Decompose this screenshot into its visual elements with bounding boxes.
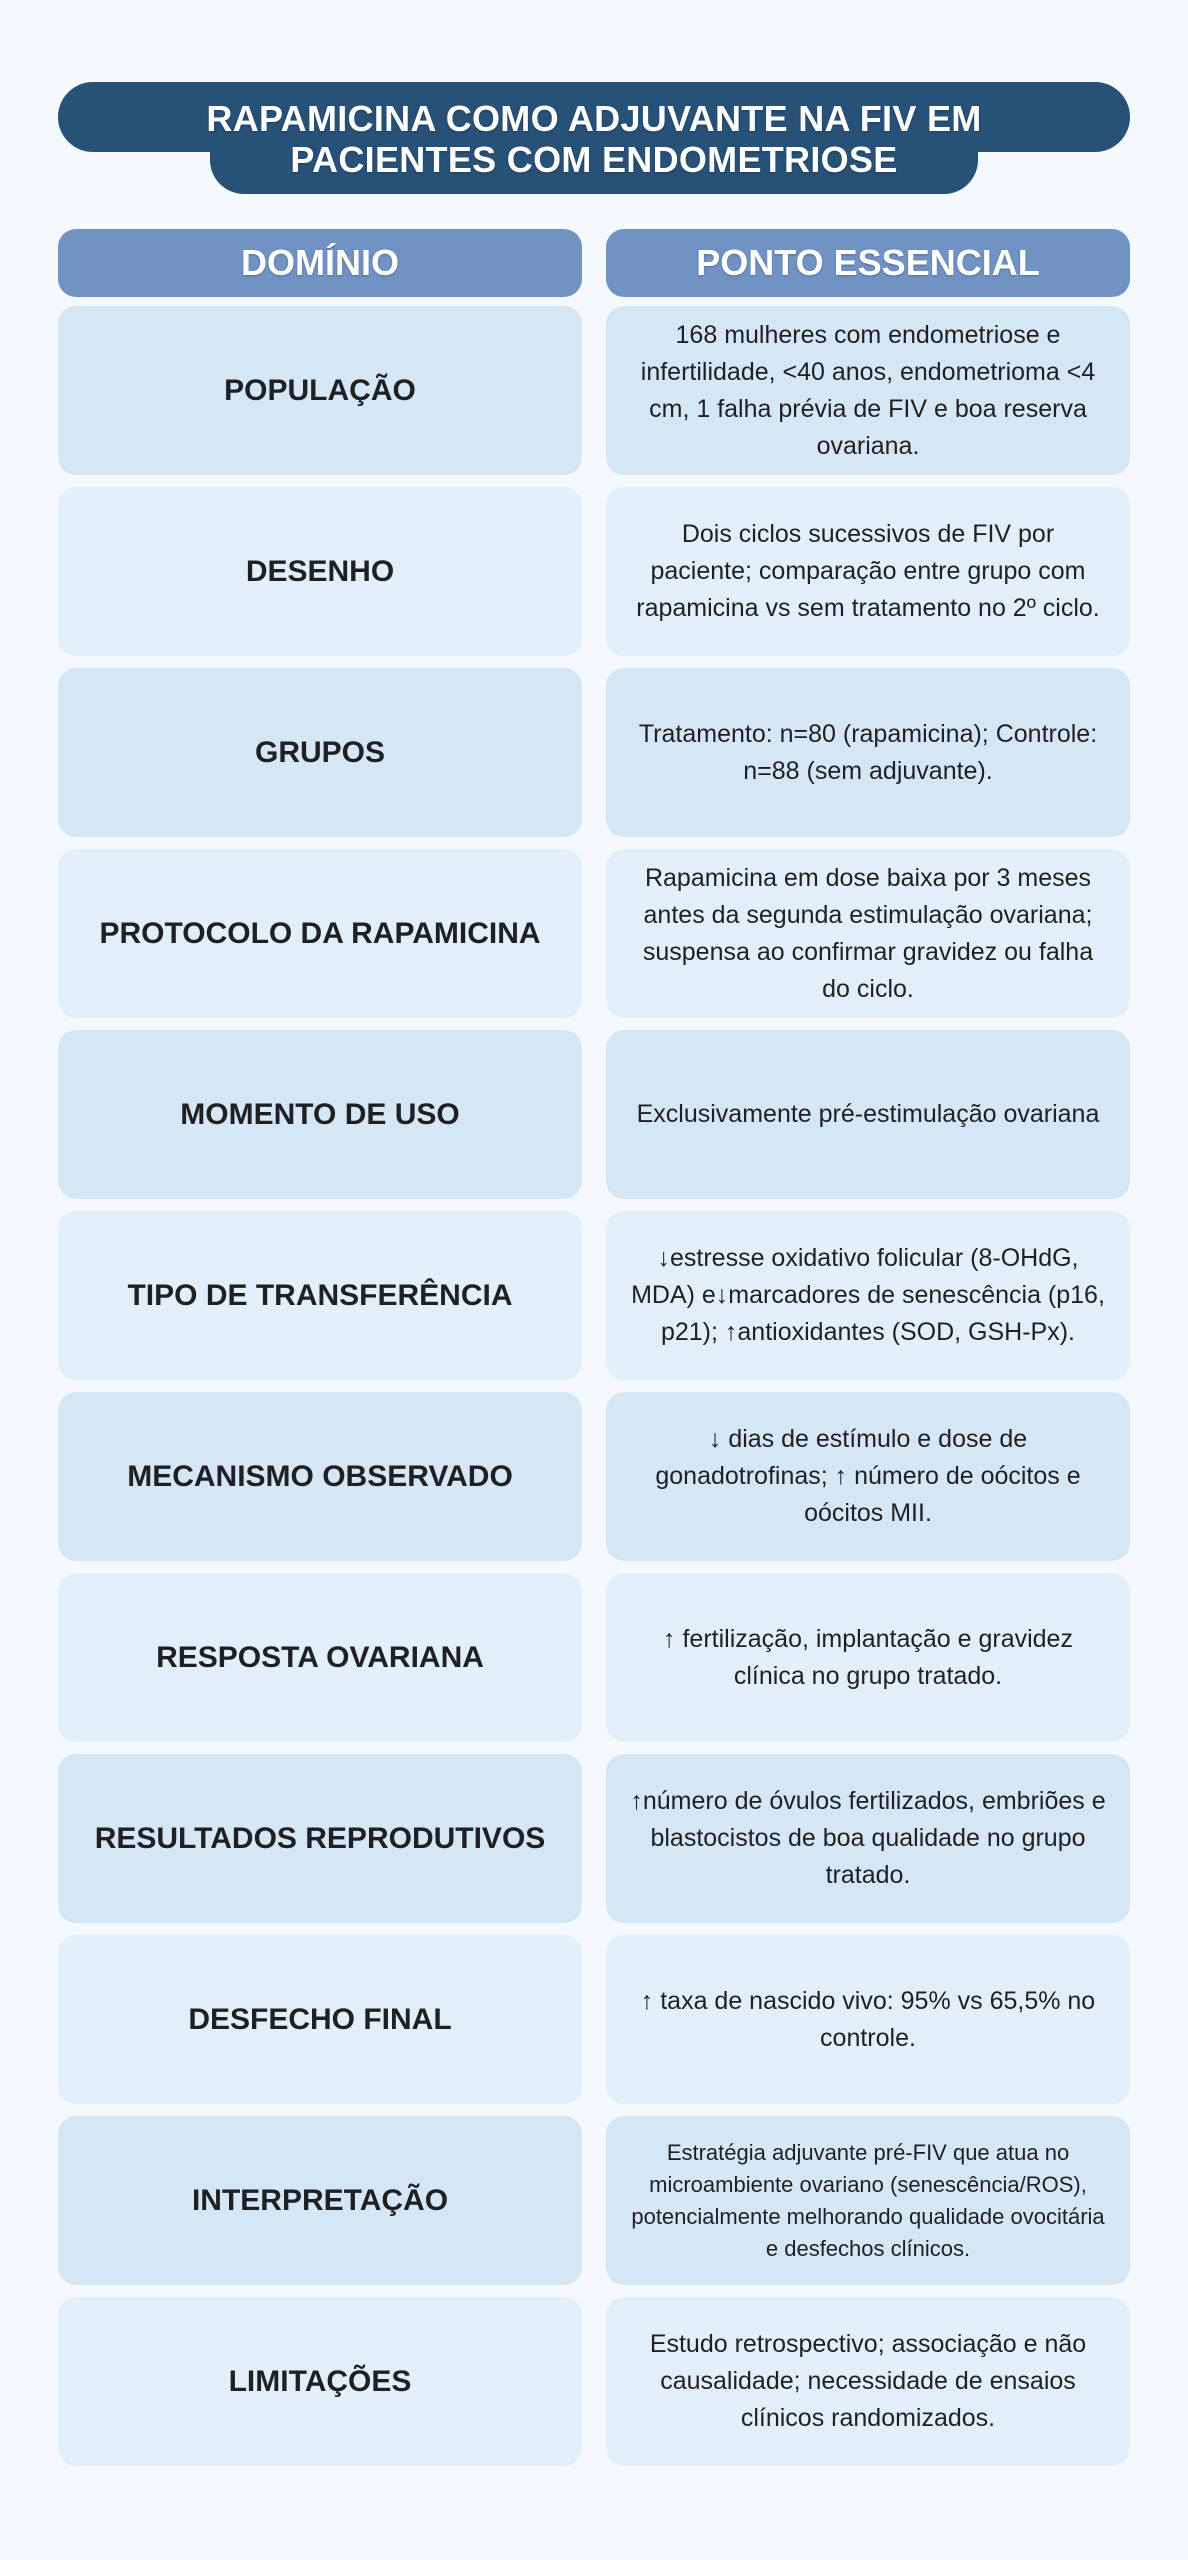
table-row (0, 2297, 1188, 2478)
title-banner (0, 82, 1188, 194)
table-row (0, 1392, 1188, 1573)
page-title (58, 98, 1130, 180)
row-domain: PROTOCOLO DA RAPAMICINA (58, 849, 582, 1018)
table-row (0, 849, 1188, 1030)
row-key-point: 168 mulheres com endometriose e infertilidade, <40 anos, endometrioma <4 cm, 1 falha prévia de FIV e boa reserva ovariana. (606, 306, 1130, 475)
page-title-line-2: PACIENTES COM ENDOMETRIOSE (290, 139, 898, 180)
table-row (0, 1030, 1188, 1211)
row-key-point: Tratamento: n=80 (rapamicina); Controle: n=88 (sem adjuvante). (606, 668, 1130, 837)
row-domain: DESFECHO FINAL (58, 1935, 582, 2104)
row-key-point: Estratégia adjuvante pré-FIV que atua no microambiente ovariano (senescência/ROS), potencialmente melhorando qualidade ovocitária e desfechos clínicos. (606, 2116, 1130, 2285)
row-domain: MECANISMO OBSERVADO (58, 1392, 582, 1561)
row-key-point: Rapamicina em dose baixa por 3 meses antes da segunda estimulação ovariana; suspensa ao confirmar gravidez ou falha do ciclo. (606, 849, 1130, 1018)
row-domain: GRUPOS (58, 668, 582, 837)
row-key-point: ↓estresse oxidativo folicular (8-OHdG, MDA) e↓marcadores de senescência (p16, p21); ↑antioxidantes (SOD, GSH-Px). (606, 1211, 1130, 1380)
table-row (0, 2116, 1188, 2297)
row-domain: RESULTADOS REPRODUTIVOS (58, 1754, 582, 1923)
table-row (0, 668, 1188, 849)
page-title-line-1: RAPAMICINA COMO ADJUVANTE NA FIV EM (206, 98, 982, 139)
row-domain: RESPOSTA OVARIANA (58, 1573, 582, 1742)
header-domain: DOMÍNIO (58, 229, 582, 297)
row-key-point: Exclusivamente pré-estimulação ovariana (606, 1030, 1130, 1199)
table-row (0, 1573, 1188, 1754)
row-key-point: Estudo retrospectivo; associação e não causalidade; necessidade de ensaios clínicos randomizados. (606, 2297, 1130, 2466)
row-domain: INTERPRETAÇÃO (58, 2116, 582, 2285)
row-key-point: ↓ dias de estímulo e dose de gonadotrofinas; ↑ número de oócitos e oócitos MII. (606, 1392, 1130, 1561)
row-domain: MOMENTO DE USO (58, 1030, 582, 1199)
row-key-point: ↑ taxa de nascido vivo: 95% vs 65,5% no controle. (606, 1935, 1130, 2104)
row-domain: TIPO DE TRANSFERÊNCIA (58, 1211, 582, 1380)
table-row (0, 1935, 1188, 2116)
row-domain: LIMITAÇÕES (58, 2297, 582, 2466)
row-domain: POPULAÇÃO (58, 306, 582, 475)
row-key-point: ↑ fertilização, implantação e gravidez clínica no grupo tratado. (606, 1573, 1130, 1742)
table-row (0, 306, 1188, 487)
header-key-point: PONTO ESSENCIAL (606, 229, 1130, 297)
table-row (0, 487, 1188, 668)
table-row (0, 1211, 1188, 1392)
row-domain: DESENHO (58, 487, 582, 656)
table-row (0, 1754, 1188, 1935)
summary-table (0, 306, 1188, 2478)
row-key-point: Dois ciclos sucessivos de FIV por paciente; comparação entre grupo com rapamicina vs sem tratamento no 2º ciclo. (606, 487, 1130, 656)
row-key-point: ↑número de óvulos fertilizados, embriões e blastocistos de boa qualidade no grupo tratado. (606, 1754, 1130, 1923)
